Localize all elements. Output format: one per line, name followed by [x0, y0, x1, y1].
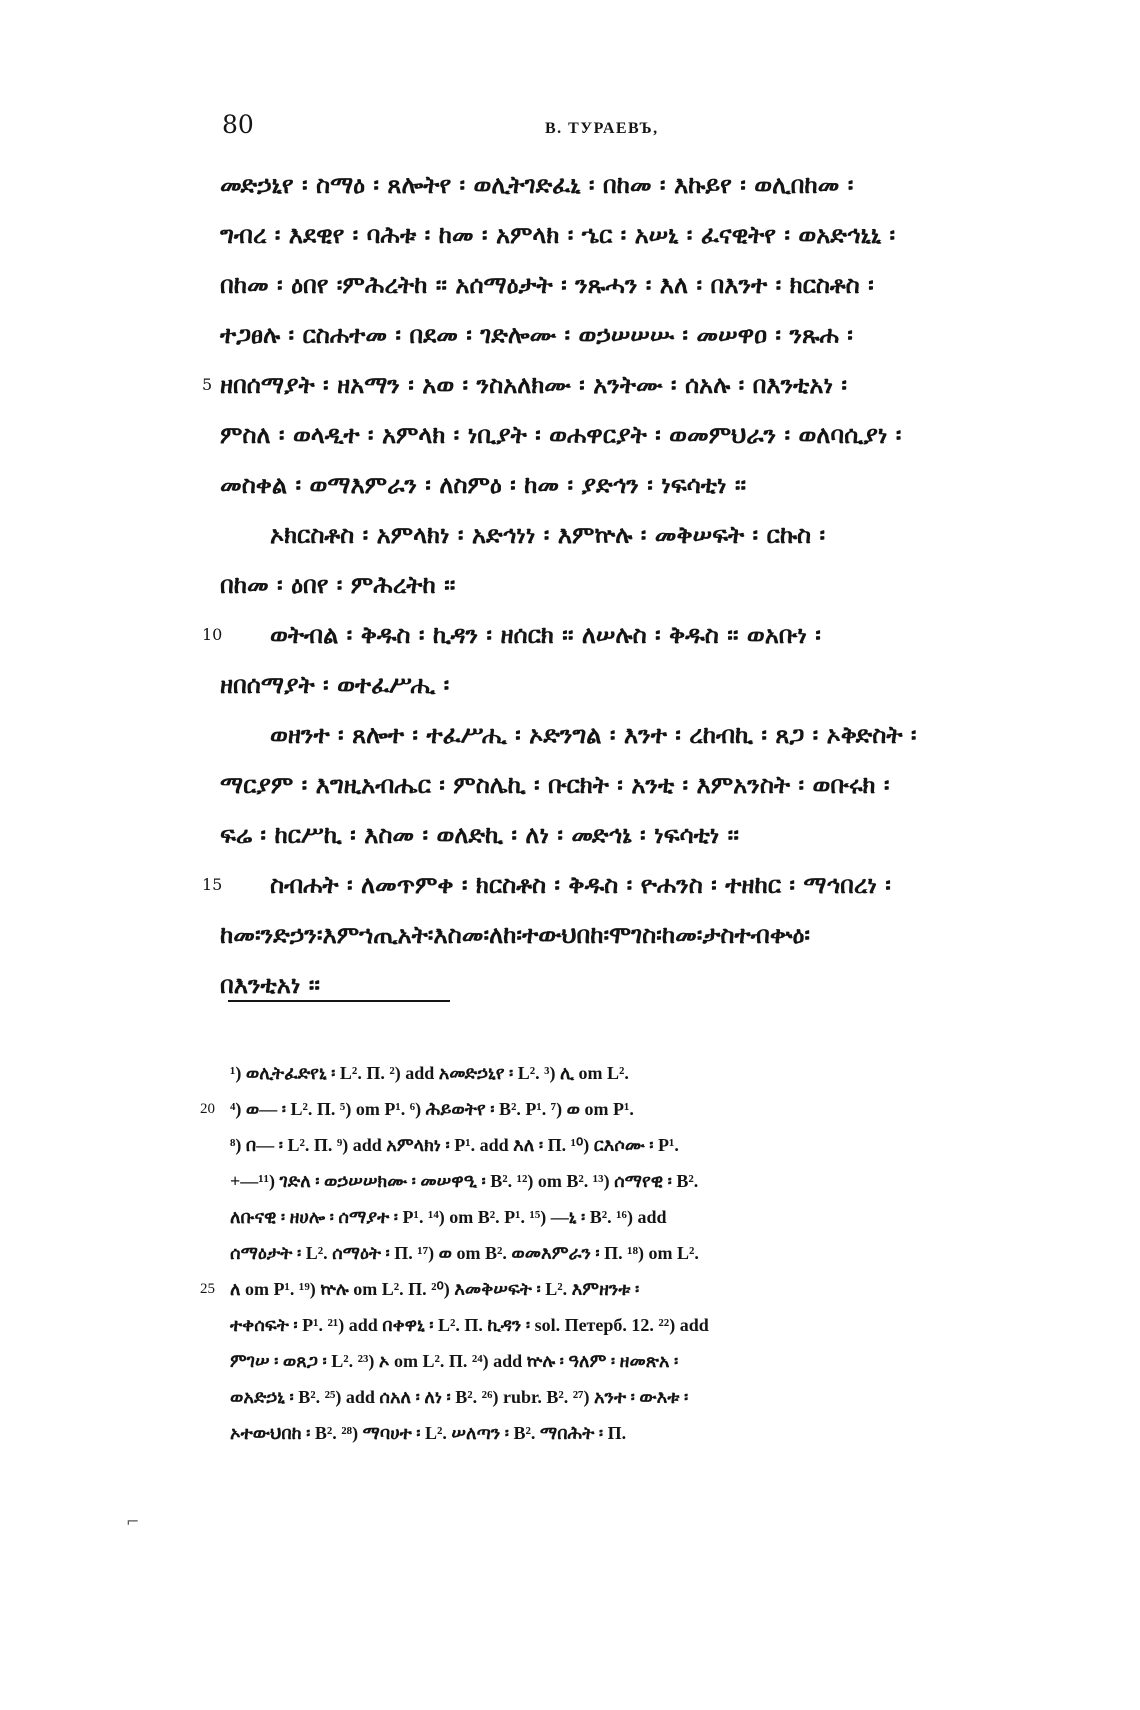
footnote-text: ለቡናዊ ፡ ዘሀሎ ፡ ሰማያተ ፡ P¹. ¹⁴) om B². P¹. ¹⁵) —ኒ ፡ B². ¹⁶) add [230, 1207, 667, 1227]
footnote-line [230, 1379, 1005, 1415]
line-number: 10 [202, 625, 223, 644]
text-line [220, 160, 1000, 210]
line-text: በከመ ፡ ዕበየ ፡ ምሕረትከ ፡፡ [220, 570, 456, 599]
footnote-line [230, 1307, 1005, 1343]
line-text: ግብረ ፡ እደዊየ ፡ ባሕቱ ፡ ከመ ፡ አምላክ ፡ ኄር ፡ አሠኒ ፡ ፈናዊትየ ፡ ወአድኅኒኒ ፡ [220, 220, 896, 249]
line-number: 15 [202, 875, 223, 894]
line-text: መድኃኒየ ፡ ስማዕ ፡ ጸሎትየ ፡ ወሊትገድፈኒ ፡ በከመ ፡ እኩይየ ፡ ወሊበከመ ፡ [220, 170, 854, 199]
line-text: በከመ ፡ ዕበየ ፡ምሕረትከ ፡፡ አሰማዕታት ፡ ንጹሓን ፡ እለ ፡ በእንተ ፡ ክርስቶስ ፡ [220, 270, 874, 299]
text-line [220, 760, 1000, 810]
line-number: 25 [200, 1281, 215, 1297]
text-line [202, 610, 1000, 660]
text-line [220, 660, 1000, 710]
stray-mark: ⌐ [126, 1512, 140, 1531]
line-text: ከመ፡ንድኃን፡እምኀጢአት፡እስመ፡ለከ፡ተውህበከ፡ሞገስ፡ከመ፡ታስተብቍዕ፡ [220, 920, 811, 949]
line-text: ወትብል ፡ ቅዱስ ፡ ኪዳን ፡ ዘሰርክ ፡፡ ለሠሉስ ፡ ቅዱስ ፡፡ ወአቡነ ፡ [270, 620, 821, 649]
text-line [220, 310, 1000, 360]
footnote-line [230, 1199, 1005, 1235]
footnote-line [230, 1055, 1005, 1091]
line-text: ዘበሰማያት ፡ ወተፈሥሒ ፡ [220, 670, 450, 699]
footnote-text: ¹) ወሊትፈድየኒ ፡ L². П. ²) add አመድኃኒየ ፡ L². ³) ሊ om L². [230, 1063, 629, 1083]
line-text: ወዘንተ ፡ ጸሎተ ፡ ተፈሥሒ ፡ ኦድንግል ፡ እንተ ፡ ረከብኪ ፡ ጸጋ ፡ ኦቅድስት ፡ [270, 720, 917, 749]
text-line [220, 960, 1000, 1010]
line-text: ተጋፀሉ ፡ ርስሐተመ ፡ በደመ ፡ ገድሎሙ ፡ ወኃሠሠሡ ፡ መሠዋዐ ፡ ንጹሐ ፡ [220, 320, 853, 349]
page-number: 80 [222, 110, 254, 139]
footnote-text: ወአድኃኒ ፡ B². ²⁵) add ሰአለ ፡ ለነ ፡ B². ²⁶) rubr. B². ²⁷) አንተ ፡ ውእቱ ፡ [230, 1387, 689, 1407]
footnote-line [230, 1235, 1005, 1271]
text-line [220, 910, 1000, 960]
line-text: ምስለ ፡ ወላዲተ ፡ አምላክ ፡ ነቢያት ፡ ወሐዋርያት ፡ ወመምህራን ፡ ወለባሲያነ ፡ [220, 420, 902, 449]
footnote-text: ⁸) በ— ፡ L². П. ⁹) add አምላክነ ፡ P¹. add እለ ፡ П. ¹⁰) ርእሶሙ ፡ P¹. [230, 1135, 679, 1155]
text-line [220, 510, 1000, 560]
text-line [220, 210, 1000, 260]
footnote-text: ⁴) ወ— ፡ L². П. ⁵) om P¹. ⁶) ሕይወትየ ፡ B². P¹. ⁷) ወ om P¹. [230, 1099, 634, 1119]
footnote-text: ለ om P¹. ¹⁹) ኵሉ om L². П. ²⁰) እመቅሠፍት ፡ L². እምዘንቱ ፡ [230, 1279, 640, 1299]
footnote-line [230, 1163, 1005, 1199]
running-head: В. ТУРАЕВЪ, [545, 120, 659, 137]
footnote-text: ምገሠ ፡ ወጸጋ ፡ L². ²³) ኦ om L². П. ²⁴) add ኵሉ ፡ ዓለም ፡ ዘመጽአ ፡ [230, 1351, 679, 1371]
footnotes [200, 1055, 1005, 1451]
text-line [220, 560, 1000, 610]
footnote-divider [228, 1000, 450, 1002]
line-text: ማርያም ፡ እግዚአብሔር ፡ ምስሌኪ ፡ ቡርክት ፡ አንቲ ፡ እምአንስት ፡ ወቡሩክ ፡ [220, 770, 890, 799]
footnote-line [200, 1271, 1005, 1307]
text-line [202, 360, 1000, 410]
line-number: 20 [200, 1101, 215, 1117]
text-line [220, 710, 1000, 760]
text-line [220, 810, 1000, 860]
text-line [220, 410, 1000, 460]
text-line [220, 260, 1000, 310]
line-text: ኦክርስቶስ ፡ አምላክነ ፡ አድኅነነ ፡ እምኵሉ ፡ መቅሠፍት ፡ ርኩስ ፡ [270, 520, 826, 549]
footnote-line [230, 1127, 1005, 1163]
line-text: በእንቲአነ ፡፡ [220, 970, 321, 999]
line-text: ዘበሰማያት ፡ ዘአማን ፡ አወ ፡ ንስአለክሙ ፡ አንትሙ ፡ ሰአሉ ፡ በእንቲአነ ፡ [220, 370, 847, 399]
line-text: ፍሬ ፡ ከርሥኪ ፡ እስመ ፡ ወለድኪ ፡ ለነ ፡ መድኅኔ ፡ ነፍሳቲነ ፡፡ [220, 820, 739, 849]
footnote-text: ተቀሰፍት ፡ P¹. ²¹) add በቀዋኒ ፡ L². П. ኪዳን ፡ sol. Петерб. 12. ²²) add [230, 1315, 709, 1335]
footnote-text: +—¹¹) ገድለ ፡ ወኃሠሠክሙ ፡ መሠዋዒ ፡ B². ¹²) om B². ¹³) ሰማየዊ ፡ B². [230, 1171, 699, 1191]
text-line [202, 860, 1000, 910]
footnote-line [230, 1415, 1005, 1451]
text-line [220, 460, 1000, 510]
line-number: 5 [202, 375, 213, 394]
footnote-line [230, 1343, 1005, 1379]
footnote-text: ኦተውህበከ ፡ B². ²⁸) ማባሀተ ፡ L². ሠለጣን ፡ B². ማበሕት ፡ П. [230, 1423, 627, 1443]
line-text: መስቀል ፡ ወማእምራን ፡ ለስምዕ ፡ ከመ ፡ ያድኅን ፡ ነፍሳቲነ ፡፡ [220, 470, 747, 499]
line-text: ስብሐት ፡ ለመጥምቀ ፡ ክርስቶስ ፡ ቅዱስ ፡ ዮሐንስ ፡ ተዘከር ፡ ማኅበረነ ፡ [270, 870, 891, 899]
footnote-text: ሰማዕታት ፡ L². ሰማዕት ፡ П. ¹⁷) ወ om B². ወመእምራን ፡ П. ¹⁸) om L². [230, 1243, 699, 1263]
footnote-line [200, 1091, 1005, 1127]
main-text [202, 160, 1000, 1010]
